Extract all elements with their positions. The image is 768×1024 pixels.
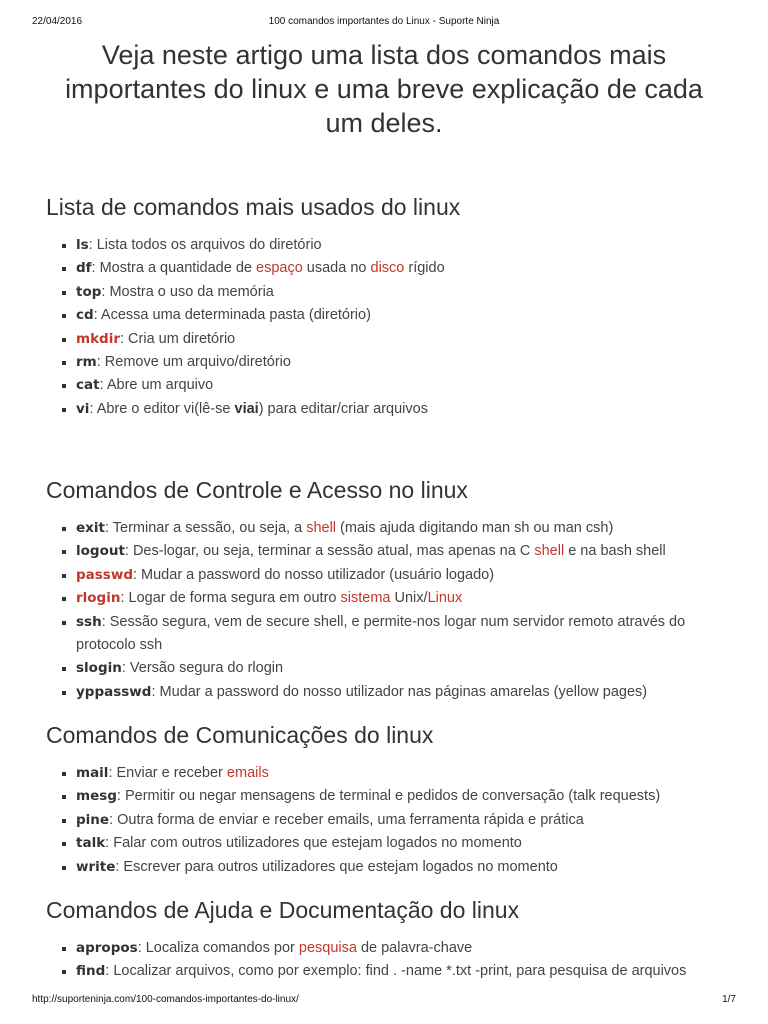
- list-item: [40, 785, 730, 808]
- list-item: [40, 937, 730, 960]
- command-desc: : Remove um arquivo/diretório: [96, 354, 291, 371]
- command-desc: rígido: [404, 260, 445, 277]
- section-heading-communications: Comandos de Comunicações do linux: [46, 722, 434, 748]
- list-item: [40, 960, 730, 983]
- command-desc: : Mostra a quantidade de: [91, 260, 256, 277]
- list-communications: [40, 762, 730, 879]
- command-desc: : Des-logar, ou seja, terminar a sessão atual, mas apenas na C: [124, 543, 535, 560]
- command-name: ls: [76, 237, 89, 253]
- link-sistema[interactable]: sistema: [340, 590, 391, 607]
- link-linux[interactable]: Linux: [427, 590, 463, 607]
- list-item: [40, 564, 730, 587]
- list-item: [40, 657, 730, 680]
- command-desc: : Localiza comandos por: [137, 940, 299, 956]
- intro-paragraph: Veja neste artigo uma lista dos comandos mais importantes do linux e uma breve explicação de cada um deles.: [65, 40, 703, 138]
- command-name: top: [76, 283, 102, 300]
- command-name: vi: [76, 400, 90, 417]
- command-desc: : Escrever para outros utilizadores que estejam logados no momento: [115, 858, 558, 875]
- link-shell[interactable]: shell: [306, 520, 337, 536]
- list-item: [40, 304, 730, 327]
- command-desc: : Logar de forma segura em outro: [120, 590, 341, 607]
- section-heading-most-used: Lista de comandos mais usados do linux: [46, 194, 461, 220]
- list-item: [40, 762, 730, 785]
- list-item: [40, 809, 730, 832]
- command-desc: : Acessa uma determinada pasta (diretório): [93, 307, 371, 324]
- command-desc: : Localizar arquivos, como por exemplo: find . -name *.txt -print, para pesquisa de arquivos: [105, 963, 687, 980]
- command-name: yppasswd: [76, 683, 152, 700]
- command-name: cd: [76, 307, 94, 324]
- command-desc: usada no: [302, 260, 371, 277]
- list-item: [40, 351, 730, 374]
- command-desc: ) para editar/criar arquivos: [258, 400, 428, 417]
- command-name: cat: [76, 377, 100, 394]
- list-item: [40, 540, 730, 563]
- page-number: 1/7: [722, 994, 736, 1005]
- command-desc: : Lista todos os arquivos do diretório: [88, 237, 322, 253]
- command-desc: : Abre um arquivo: [99, 377, 214, 394]
- list-item: [40, 257, 730, 280]
- print-date: 22/04/2016: [32, 16, 83, 27]
- link-shell[interactable]: shell: [534, 543, 565, 560]
- list-item: [40, 681, 730, 704]
- command-desc: e na bash shell: [564, 543, 666, 560]
- command-desc: : Mudar a password do nosso utilizador (usuário logado): [132, 566, 495, 583]
- command-name: ssh: [76, 613, 102, 630]
- print-url: http://suporteninja.com/100-comandos-importantes-do-linux/: [32, 994, 299, 1005]
- list-help-docs: [40, 937, 730, 984]
- list-item: [40, 328, 730, 351]
- print-title: 100 comandos importantes do Linux - Suporte Ninja: [268, 16, 500, 27]
- command-desc: : Mostra o uso da memória: [101, 283, 274, 300]
- list-item: [40, 398, 730, 421]
- command-desc: Unix/: [390, 590, 428, 607]
- list-control-access: [40, 517, 730, 704]
- command-desc: : Mudar a password do nosso utilizador nas páginas amarelas (yellow pages): [151, 683, 648, 700]
- list-item: [40, 517, 730, 540]
- print-header: [0, 14, 768, 30]
- command-desc: de palavra-chave: [356, 940, 473, 956]
- list-item: [40, 281, 730, 304]
- list-most-used: [40, 234, 730, 421]
- list-item: [40, 234, 730, 257]
- command-name: pine: [76, 811, 110, 828]
- command-name: apropos: [76, 940, 138, 956]
- command-desc: : Sessão segura, vem de secure shell, e permite-nos logar num servidor remoto através do protocolo ssh: [76, 613, 686, 654]
- list-item: [40, 611, 730, 658]
- list-item: [40, 374, 730, 397]
- command-name: exit: [76, 520, 105, 536]
- list-item: [40, 832, 730, 855]
- command-name: slogin: [76, 660, 122, 677]
- command-desc: : Abre o editor vi(lê-se: [89, 400, 235, 417]
- command-desc: : Cria um diretório: [120, 330, 236, 347]
- link-emails[interactable]: emails: [226, 765, 269, 781]
- command-desc: : Falar com outros utilizadores que estejam logados no momento: [105, 835, 522, 852]
- command-name: talk: [76, 835, 106, 852]
- link-pesquisa[interactable]: pesquisa: [298, 940, 357, 956]
- command-name: df: [76, 260, 92, 277]
- list-item: [40, 856, 730, 879]
- command-desc: : Versão segura do rlogin: [121, 660, 284, 677]
- list-item: [40, 587, 730, 610]
- command-link-passwd[interactable]: passwd: [76, 566, 133, 583]
- link-espaco[interactable]: espaço: [256, 260, 303, 277]
- command-name: find: [76, 963, 106, 980]
- section-heading-help-docs: Comandos de Ajuda e Documentação do linux: [46, 897, 520, 923]
- print-footer: [0, 994, 768, 1010]
- command-desc: : Permitir ou negar mensagens de terminal e pedidos de conversação (talk requests): [116, 788, 661, 805]
- link-disco[interactable]: disco: [370, 260, 405, 277]
- command-desc: : Enviar e receber: [108, 765, 227, 781]
- command-desc: : Outra forma de enviar e receber emails, uma ferramenta rápida e prática: [109, 811, 584, 828]
- section-heading-control-access: Comandos de Controle e Acesso no linux: [46, 477, 468, 503]
- command-name: logout: [76, 543, 125, 560]
- bold-term: viai: [234, 400, 259, 417]
- command-desc: (mais ajuda digitando man sh ou man csh): [336, 520, 614, 536]
- command-link-rlogin[interactable]: rlogin: [76, 590, 121, 607]
- command-name: rm: [76, 354, 97, 371]
- command-link-mkdir[interactable]: mkdir: [76, 330, 120, 347]
- command-name: write: [76, 858, 116, 875]
- command-desc: : Terminar a sessão, ou seja, a: [104, 520, 307, 536]
- command-name: mesg: [76, 788, 117, 805]
- command-name: mail: [76, 765, 109, 781]
